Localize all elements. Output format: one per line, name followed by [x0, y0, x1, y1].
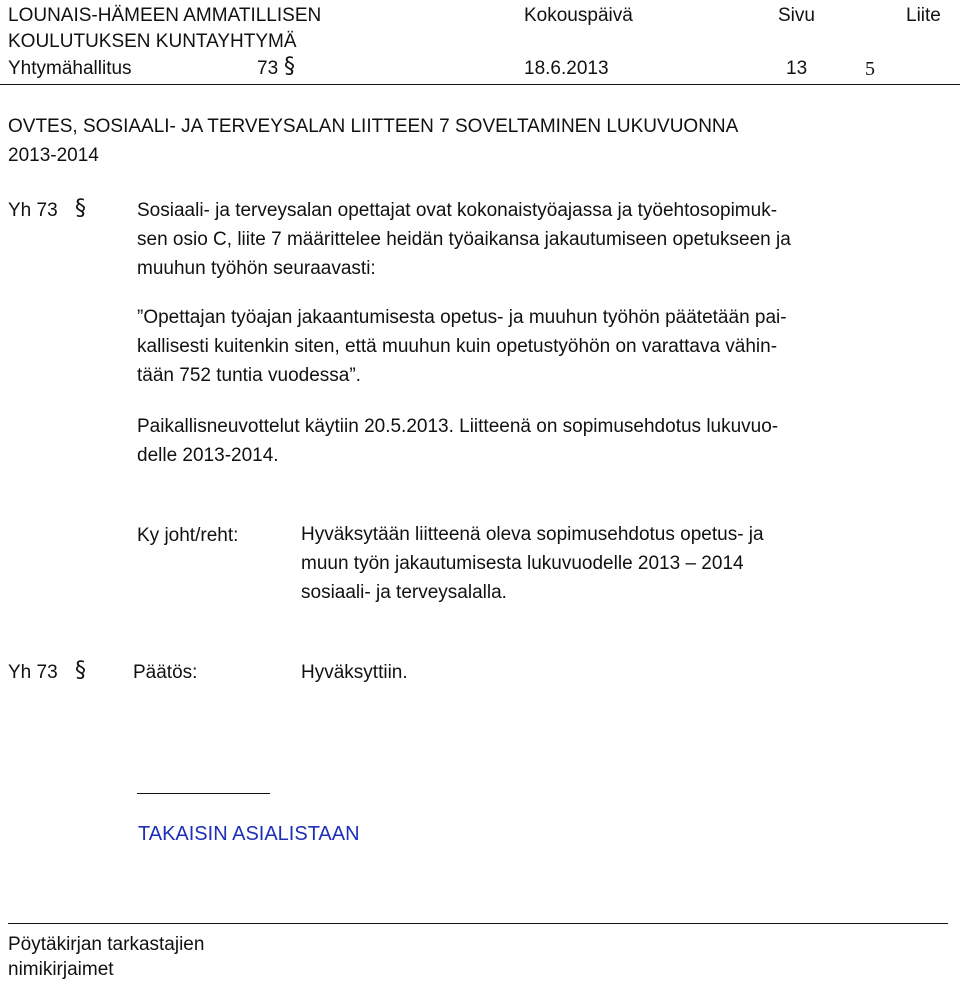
governing-body-name: Yhtymähallitus [8, 58, 132, 79]
proposal-label: Ky joht/reht: [137, 525, 239, 546]
organization-name-line1: LOUNAIS-HÄMEEN AMMATILLISEN [8, 5, 322, 26]
footer-reviewers-label-line1: Pöytäkirjan tarkastajien [8, 934, 205, 955]
proposal-line: muun työn jakautumisesta lukuvuodelle 2013 – 2014 [301, 553, 744, 574]
decision-reference: Yh 73 [8, 662, 58, 683]
organization-name-line2: KOULUTUKSEN KUNTAYHTYMÄ [8, 31, 297, 52]
footer-divider [8, 923, 948, 924]
item-reference: Yh 73 [8, 200, 58, 221]
decision-text: Hyväksyttiin. [301, 662, 408, 683]
quote-line: tään 752 tuntia vuodessa”. [137, 365, 361, 386]
item-title-line2: 2013-2014 [8, 145, 99, 166]
back-to-agenda-link[interactable]: TAKAISIN ASIALISTAAN [138, 823, 360, 845]
attachment-number: 5 [865, 58, 875, 80]
page-number: 13 [786, 58, 808, 79]
section-sign-icon: § [75, 658, 86, 683]
section-sign-icon: § [75, 196, 86, 221]
section-sign-icon: § [284, 54, 295, 79]
header-divider [0, 84, 960, 85]
meeting-day-heading: Kokouspäivä [524, 5, 633, 26]
decision-label: Päätös: [133, 662, 198, 683]
negotiation-paragraph [137, 412, 778, 470]
intro-line: sen osio C, liite 7 määrittelee heidän työaikansa jakautumiseen opetukseen ja [137, 229, 791, 250]
item-title-line1: OVTES, SOSIAALI- JA TERVEYSALAN LIITTEEN 7 SOVELTAMINEN LUKUVUONNA [8, 116, 739, 137]
attachment-heading: Liite [906, 5, 941, 26]
link-separator-line [137, 793, 270, 794]
section-number: 73 [257, 58, 279, 79]
quote-line: ”Opettajan työajan jakaantumisesta opetus- ja muuhun työhön päätetään pai- [137, 307, 787, 328]
proposal-text [301, 520, 764, 607]
intro-paragraph [137, 196, 791, 283]
quoted-agreement-paragraph [137, 303, 787, 390]
proposal-line: sosiaali- ja terveysalalla. [301, 582, 507, 603]
intro-line: Sosiaali- ja terveysalan opettajat ovat kokonaistyöajassa ja työehtosopimuk- [137, 200, 778, 221]
quote-line: kallisesti kuitenkin siten, että muuhun kuin opetustyöhön on varattava vähin- [137, 336, 778, 357]
footer-reviewers-label-line2: nimikirjaimet [8, 959, 114, 980]
meeting-date: 18.6.2013 [524, 58, 609, 79]
page-heading: Sivu [778, 5, 815, 26]
negotiation-line: Paikallisneuvottelut käytiin 20.5.2013. Liitteenä on sopimusehdotus lukuvuo- [137, 416, 779, 437]
intro-line: muuhun työhön seuraavasti: [137, 258, 376, 279]
proposal-line: Hyväksytään liitteenä oleva sopimusehdotus opetus- ja [301, 524, 764, 545]
negotiation-line: delle 2013-2014. [137, 445, 279, 466]
